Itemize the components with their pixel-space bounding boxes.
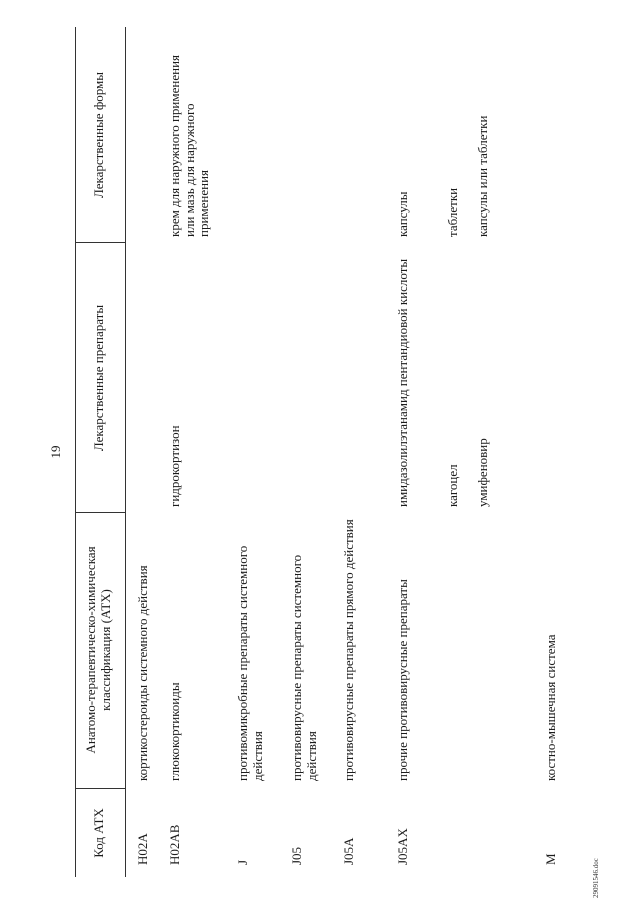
row-drug: кагоцел	[445, 464, 460, 507]
row-atx: противовирусные препараты прямого действия	[341, 519, 356, 781]
row-code: J05A	[341, 837, 356, 865]
row-drug: гидрокортизон	[167, 425, 182, 507]
footer-file-code: 29091546.doc	[592, 858, 600, 898]
row-drug: умифеновир	[475, 438, 490, 507]
row-code: J	[235, 859, 250, 865]
row-form: капсулы	[395, 191, 410, 237]
row-code: H02AB	[167, 824, 182, 865]
row-atx: костно-мышечная система	[543, 634, 558, 781]
row-atx: прочие противовирусные препараты	[395, 579, 410, 781]
row-form: таблетки	[445, 187, 460, 237]
header-bottom-rule	[125, 27, 126, 877]
row-code: H02A	[135, 833, 150, 865]
row-atx: кортикостероиды системного действия	[135, 565, 150, 781]
header-atx-classification: Анатомо-терапевтическо-химическая классификация (АТХ)	[83, 546, 113, 754]
row-code: J05AX	[395, 828, 410, 865]
header-medicines: Лекарственные препараты	[91, 304, 106, 452]
row-code: M	[543, 853, 558, 865]
page-number: 19	[48, 445, 63, 459]
row-form: крем для наружного применения или мазь для наружного применения	[167, 54, 211, 237]
row-atx: противовирусные препараты системного действия	[289, 554, 319, 781]
row-code: J05	[289, 846, 304, 865]
header-code-atx: Код АТХ	[91, 808, 106, 858]
row-form: капсулы или таблетки	[475, 115, 490, 237]
row-atx: противомикробные препараты системного действия	[235, 545, 265, 781]
header-dosage-forms: Лекарственные формы	[91, 71, 106, 199]
row-drug: имидазолилэтанамид пентандиовой кислоты	[395, 258, 410, 507]
table-top-rule	[75, 27, 76, 877]
rotated-table-sheet	[40, 27, 600, 877]
row-atx: глюкокортикоиды	[167, 682, 182, 781]
